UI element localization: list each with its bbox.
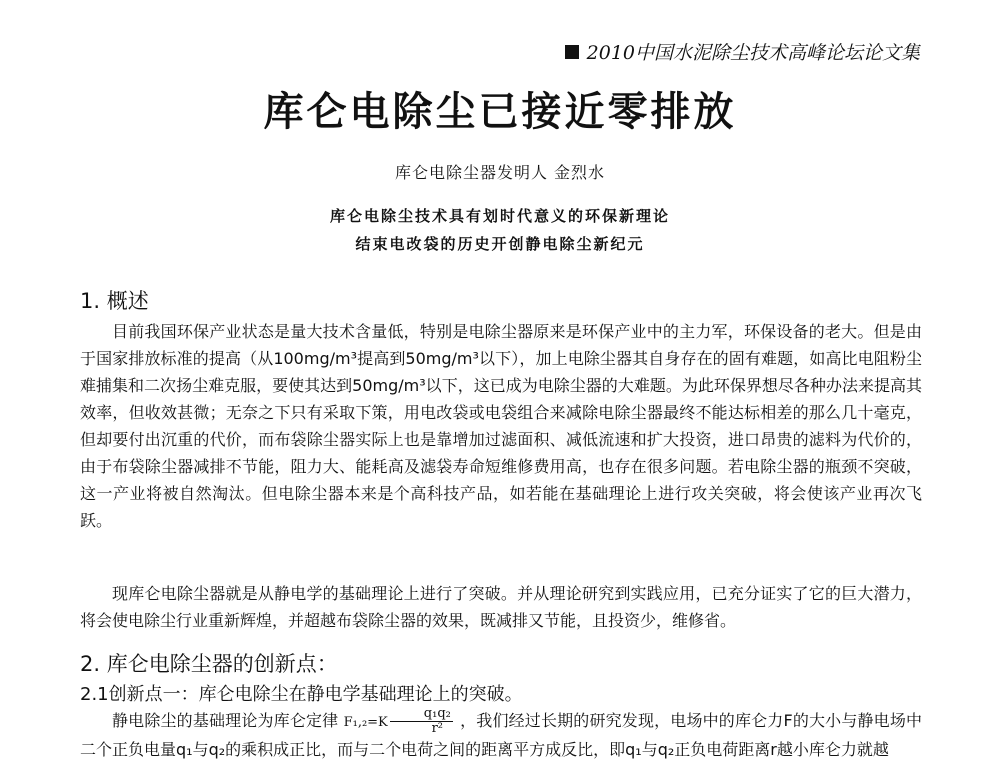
formula-lhs: F₁,₂=K bbox=[343, 715, 388, 730]
section-1-heading: 1. 概述 bbox=[80, 289, 149, 313]
section-2-1-heading: 2.1创新点一：库仑电除尘在静电学基础理论上的突破。 bbox=[80, 684, 523, 705]
header-text: 2010中国水泥除尘技术高峰论坛论文集 bbox=[586, 42, 920, 64]
section-1-paragraph-1: 目前我国环保产业状态是量大技术含量低，特别是电除尘器原来是环保产业中的主力军，环保设备的老大。但是由于国家排放标准的提高（从100mg/m³提高到50mg/m³以下），加上电除尘器其自身存在的固有难题，如高比电阻粉尘难捕集和二次扬尘难克服，要使其达到50mg/m³以下，这已成为电除尘器的大难题。为此环保界想尽各种办法来提高其效率，但收效甚微；无奈之下只有采取下策，用电改袋或电袋组合来减除电除尘器最终不能达标相差的那么几十毫克，但却要付出沉重的代价，而布袋除尘器实际上也是靠增加过滤面积、减低流速和扩大投资，进口昂贵的滤料为代价的，由于布袋除尘器减排不节能，阻力大、能耗高及滤袋寿命短维修费用高，也存在很多问题。若电除尘器的瓶颈不突破，这一产业将被自然淘汰。但电除尘器本来是个高科技产品，如若能在基础理论上进行攻关突破，将会使该产业再次飞跃。 bbox=[80, 322, 922, 530]
section-2-heading: 2. 库仑电除尘器的创新点： bbox=[80, 652, 338, 676]
para-text-post: ，我们经过长期的研究发现，电场中的库仑力F的大小与静电场中二个正负电量q₁与q₂的乘积成正比，而与二个电荷之间的距离平方成反比，即q₁与q₂正负电荷距离r越小库仑力就越 bbox=[80, 711, 922, 759]
formula-denominator: r² bbox=[431, 721, 444, 736]
square-bullet-icon bbox=[565, 45, 579, 59]
para-text-pre: 静电除尘的基础理论为库仑定律 bbox=[112, 711, 339, 730]
running-header bbox=[565, 38, 920, 65]
author-line: 库仑电除尘器发明人 金烈水 bbox=[394, 163, 606, 182]
section-2-1-paragraph bbox=[80, 707, 922, 763]
coulomb-formula-fraction bbox=[390, 707, 453, 736]
paper-title: 库仑电除尘已接近零排放 bbox=[263, 89, 737, 135]
formula-numerator: q₁q₂ bbox=[390, 707, 453, 722]
subtitle-2: 结束电改袋的历史开创静电除尘新纪元 bbox=[355, 235, 645, 253]
section-1-paragraph-2: 现库仑电除尘器就是从静电学的基础理论上进行了突破。并从理论研究到实践应用，已充分证实了它的巨大潜力，将会使电除尘行业重新辉煌，并超越布袋除尘器的效果，既减排又节能，且投资少，维修省。 bbox=[80, 584, 922, 630]
subtitle-1: 库仑电除尘技术具有划时代意义的环保新理论 bbox=[329, 207, 670, 225]
